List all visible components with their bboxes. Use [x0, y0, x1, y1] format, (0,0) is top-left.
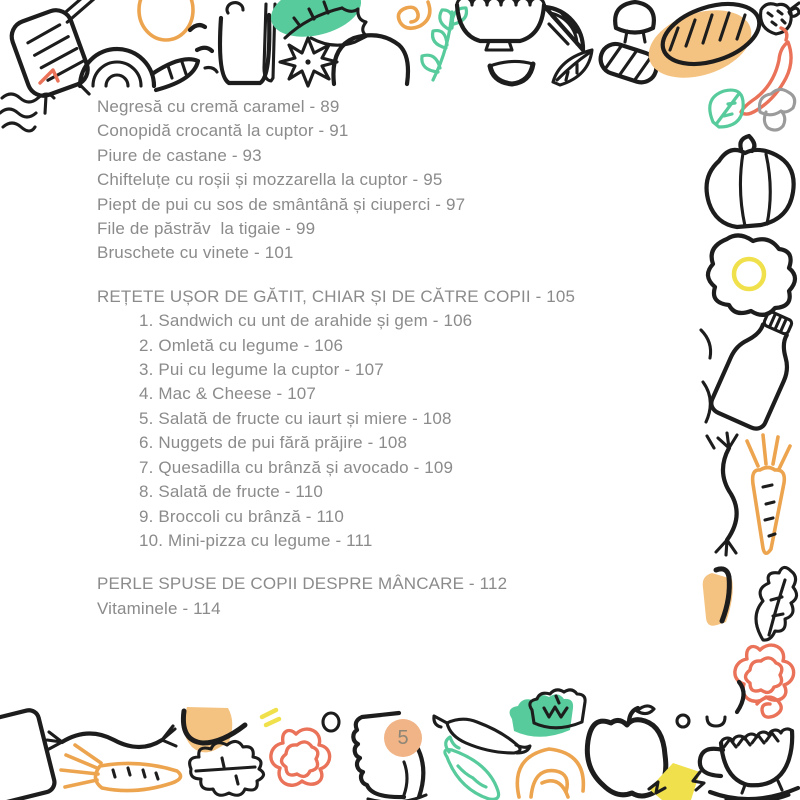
- toc-entry: 8. Salată de fructe - 110: [139, 482, 323, 502]
- toc-entry: 6. Nuggets de pui fără prăjire - 108: [139, 433, 408, 453]
- leaf-sprig-icon: [553, 50, 592, 85]
- toc-entry: 4. Mac & Cheese - 107: [139, 384, 317, 404]
- toc-entry: Conopidă crocantă la cuptor - 91: [97, 121, 349, 141]
- fried-egg-icon: [708, 235, 795, 314]
- toc-entry: File de păstrăv la tigaie - 99: [97, 219, 316, 239]
- toc-section-heading: REȚETE UȘOR DE GĂTIT, CHIAR ȘI DE CĂTRE COPII - 105: [97, 286, 576, 306]
- toc-entry: Piept de pui cu sos de smântână și ciuperci - 97: [97, 194, 466, 214]
- citrus-wedge-icon: [545, 7, 583, 50]
- candy-wrapper-right-icon: [716, 433, 737, 555]
- stray-curves-icon: [701, 330, 714, 448]
- flower-bottom-icon: [271, 729, 330, 785]
- broccoli-icon: [510, 690, 586, 737]
- salmon-steak-icon: [80, 49, 198, 90]
- page-number-badge: [384, 719, 422, 757]
- farfalle-icon: [649, 763, 704, 800]
- bread-loaf-icon: [640, 0, 767, 90]
- toc-section-heading: PERLE SPUSE DE COPII DESPRE MÂNCARE - 112: [97, 574, 508, 594]
- radish-leaf-icon: [710, 90, 743, 127]
- oak-leaf-right-icon: [756, 567, 797, 640]
- pot-icon: [220, 3, 269, 83]
- toc-entry: 9. Broccoli cu brânză - 110: [139, 506, 345, 526]
- carrot-bottom-icon: [61, 745, 181, 791]
- table-of-contents: [97, 95, 697, 621]
- strawberry-icon: [761, 3, 799, 34]
- toc-entry: Chifteluțe cu roșii și mozzarella la cuptor - 95: [97, 170, 443, 190]
- toc-entry: 1. Sandwich cu unt de arahide și gem - 106: [139, 311, 473, 331]
- toc-entry: 3. Pui cu legume la cuptor - 107: [139, 360, 384, 380]
- apple-icon: [587, 706, 665, 796]
- scalloped-bowl-icon: [457, 0, 544, 50]
- starburst-icon: [280, 38, 337, 86]
- toc-entry: Vitaminele - 114: [97, 598, 221, 618]
- chicken-leg-right-icon: [703, 569, 733, 626]
- cutting-board-icon: [0, 708, 57, 800]
- toc-entry: Bruschete cu vinete - 101: [97, 243, 294, 263]
- dot-circle-icon: [323, 713, 339, 731]
- pretzel-icon: [517, 749, 583, 797]
- toc-entry: 5. Salată de fructe cu iaurt și miere - 108: [139, 408, 452, 428]
- bun-icon: [333, 35, 408, 84]
- page-number: 5: [397, 727, 409, 749]
- mushroom-slice-icon: [759, 89, 794, 130]
- orange-ring-icon: [139, 0, 193, 40]
- toc-entry: 7. Quesadilla cu brânză și avocado - 109: [139, 457, 454, 477]
- bottle-icon: [708, 304, 800, 432]
- toc-entry: Piure de castane - 93: [97, 145, 262, 165]
- yellow-dash-icon: [262, 710, 279, 725]
- small-bowl-icon: [490, 61, 533, 84]
- splash-drops-icon: [190, 25, 217, 72]
- candy-wrapper-bottom-icon: [47, 726, 176, 749]
- carrot-right-icon: [747, 435, 790, 553]
- toc-entry: 10. Mini-pizza cu legume - 111: [139, 530, 373, 550]
- bell-pepper-icon: [707, 136, 794, 227]
- oak-leaf-bottom-icon: [190, 741, 264, 795]
- cinnamon-swirl-icon: [398, 2, 429, 28]
- toc-entry: 2. Omletă cu legume - 106: [139, 335, 344, 355]
- mushroom-icon: [615, 2, 654, 42]
- toc-entry: Negresă cu cremă caramel - 89: [97, 97, 340, 116]
